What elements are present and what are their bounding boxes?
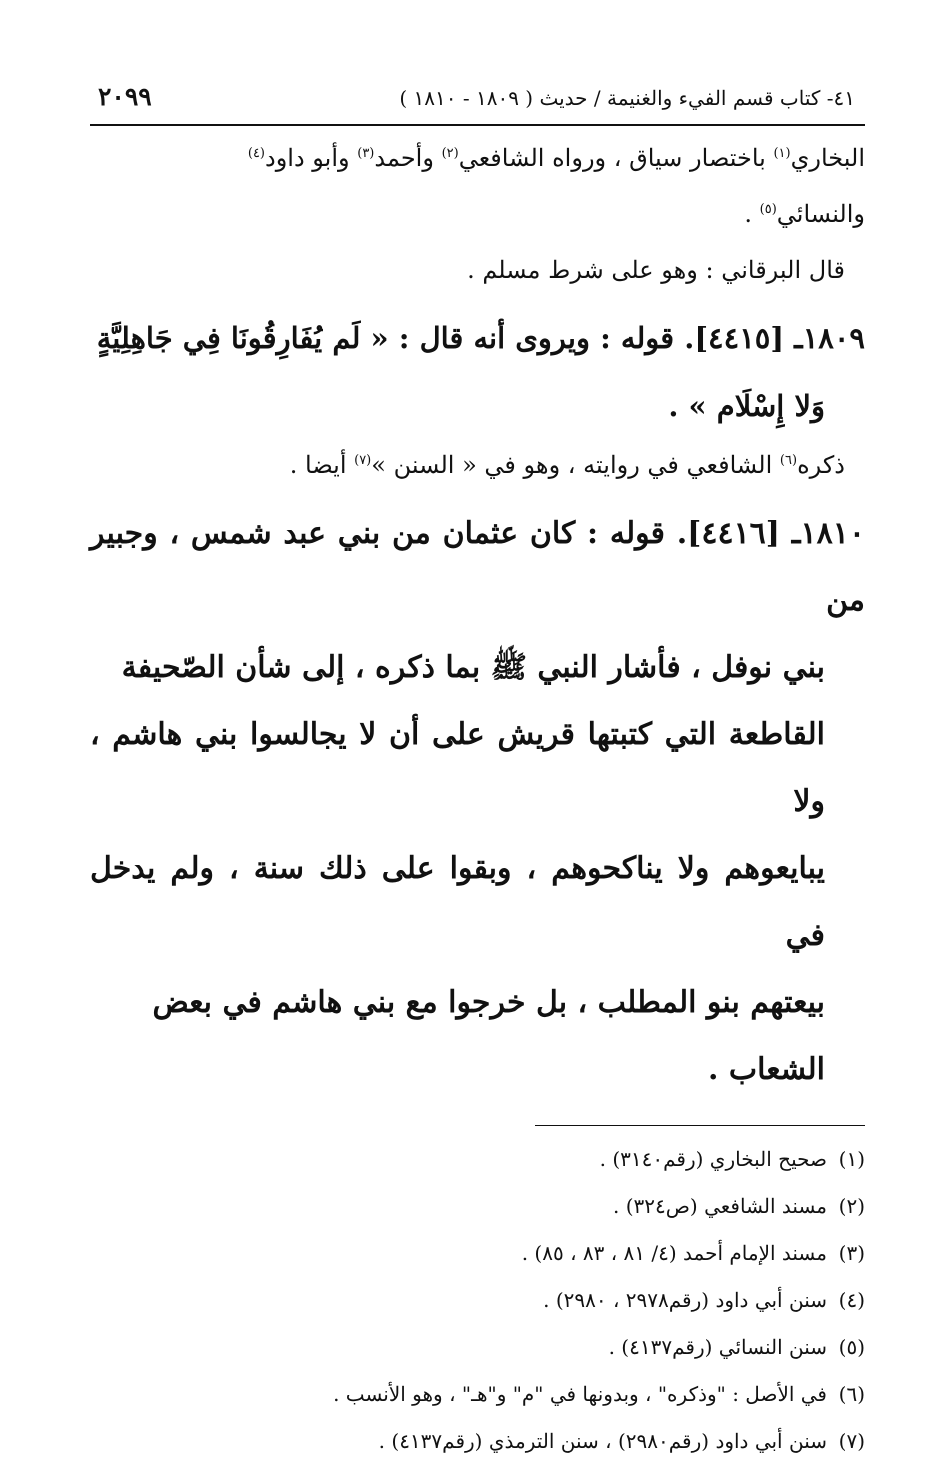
entry-1810-line: بني نوفل ، فأشار النبي ﷺ بما ذكره ، إلى شأن الصّحيفة — [121, 650, 825, 685]
footnote-mark: (٣) — [838, 1241, 865, 1265]
page-header — [90, 78, 865, 126]
footnote-mark: (٥) — [838, 1335, 865, 1359]
footnote-divider — [535, 1125, 865, 1126]
footnote-ref-3: (٣) — [357, 146, 375, 161]
footnote-ref-4: (٤) — [247, 146, 265, 161]
footnote-mark: (٤) — [838, 1288, 865, 1312]
entry-1810-line: بيعتهم بنو المطلب ، بل خرجوا مع بني هاشم في بعض — [152, 985, 825, 1020]
footnote-mark: (٦) — [838, 1382, 865, 1406]
footnote-text: في الأصل : "وذكره" ، وبدونها في "م" و"هـ" ، وهو الأنسب . — [333, 1382, 827, 1406]
entry-1809-line-2: وَلا إِسْلَام » . — [668, 389, 825, 423]
intro-text: . — [744, 200, 760, 228]
entry-1810-line: ١٨١٠ـ [٤٤١٦]. قوله : كان عثمان من بني عبد شمس ، وجبير من — [90, 516, 865, 618]
footnote-item — [90, 1277, 865, 1324]
footnote-ref-6: (٦) — [779, 453, 798, 468]
footnote-item — [90, 1136, 865, 1183]
entry-1810-line: الشعاب . — [708, 1052, 825, 1087]
note-text: أيضا . — [289, 451, 355, 479]
intro-line-2 — [90, 186, 865, 242]
footnote-item — [90, 1230, 865, 1277]
footnotes-list — [90, 1136, 865, 1465]
intro-text: البخاري — [790, 144, 865, 172]
book-page — [90, 78, 865, 1465]
barqani-line: قال البرقاني : وهو على شرط مسلم . — [467, 256, 845, 284]
entry-1809-note — [90, 440, 865, 490]
footnote-ref-1: (١) — [773, 146, 791, 161]
footnote-text: صحيح البخاري (رقم٣١٤٠) . — [599, 1147, 827, 1171]
entry-1810-line: القاطعة التي كتبتها قريش على أن لا يجالسوا بني هاشم ، ولا — [90, 717, 825, 819]
footnote-item — [90, 1371, 865, 1418]
footnote-mark: (٧) — [838, 1429, 865, 1453]
intro-text: وأحمد — [374, 144, 442, 172]
footnote-item — [90, 1183, 865, 1230]
page-number: ٢٠٩٩ — [98, 82, 152, 111]
footnote-ref-5: (٥) — [759, 202, 777, 217]
footnote-ref-7: (٧) — [354, 453, 372, 468]
intro-text: باختصار سياق ، ورواه الشافعي — [458, 144, 774, 172]
intro-line-1 — [90, 130, 865, 186]
footnote-text: سنن النسائي (رقم٤١٣٧) . — [608, 1335, 827, 1359]
footnote-text: مسند الإمام أحمد (٤/ ٨١ ، ٨٣ ، ٨٥) . — [521, 1241, 827, 1265]
running-title: ٤١- كتاب قسم الفيء والغنيمة / حديث ( ١٨٠٩ - ١٨١٠ ) — [399, 86, 855, 110]
footnote-mark: (٢) — [838, 1194, 865, 1218]
note-text: الشافعي في روايته ، وهو في « السنن » — [371, 451, 780, 479]
note-text: ذكره — [797, 451, 845, 479]
entry-1809-line-1: ١٨٠٩ـ [٤٤١٥]. قوله : ويروى أنه قال : « لَم يُفَارِقُونَا فِي جَاهِلِيَّةٍ — [96, 321, 865, 355]
footnote-text: مسند الشافعي (ص٣٢٤) . — [612, 1194, 827, 1218]
entry-1810 — [90, 500, 865, 1103]
footnote-text: سنن أبي داود (رقم٢٩٨٠) ، سنن الترمذي (رقم٤١٣٧) . — [378, 1429, 827, 1453]
intro-paragraph — [90, 126, 865, 298]
intro-text: والنسائي — [776, 200, 865, 228]
footnote-ref-2: (٢) — [441, 146, 459, 161]
footnote-item — [90, 1418, 865, 1465]
footnote-item — [90, 1324, 865, 1371]
intro-text: وأبو داود — [265, 144, 358, 172]
footnote-text: سنن أبي داود (رقم٢٩٧٨ ، ٢٩٨٠) . — [543, 1288, 827, 1312]
footnote-mark: (١) — [838, 1147, 865, 1171]
entry-1809 — [90, 304, 865, 440]
entry-1810-line: يبايعوهم ولا يناكحوهم ، وبقوا على ذلك سنة ، ولم يدخل في — [90, 851, 825, 953]
